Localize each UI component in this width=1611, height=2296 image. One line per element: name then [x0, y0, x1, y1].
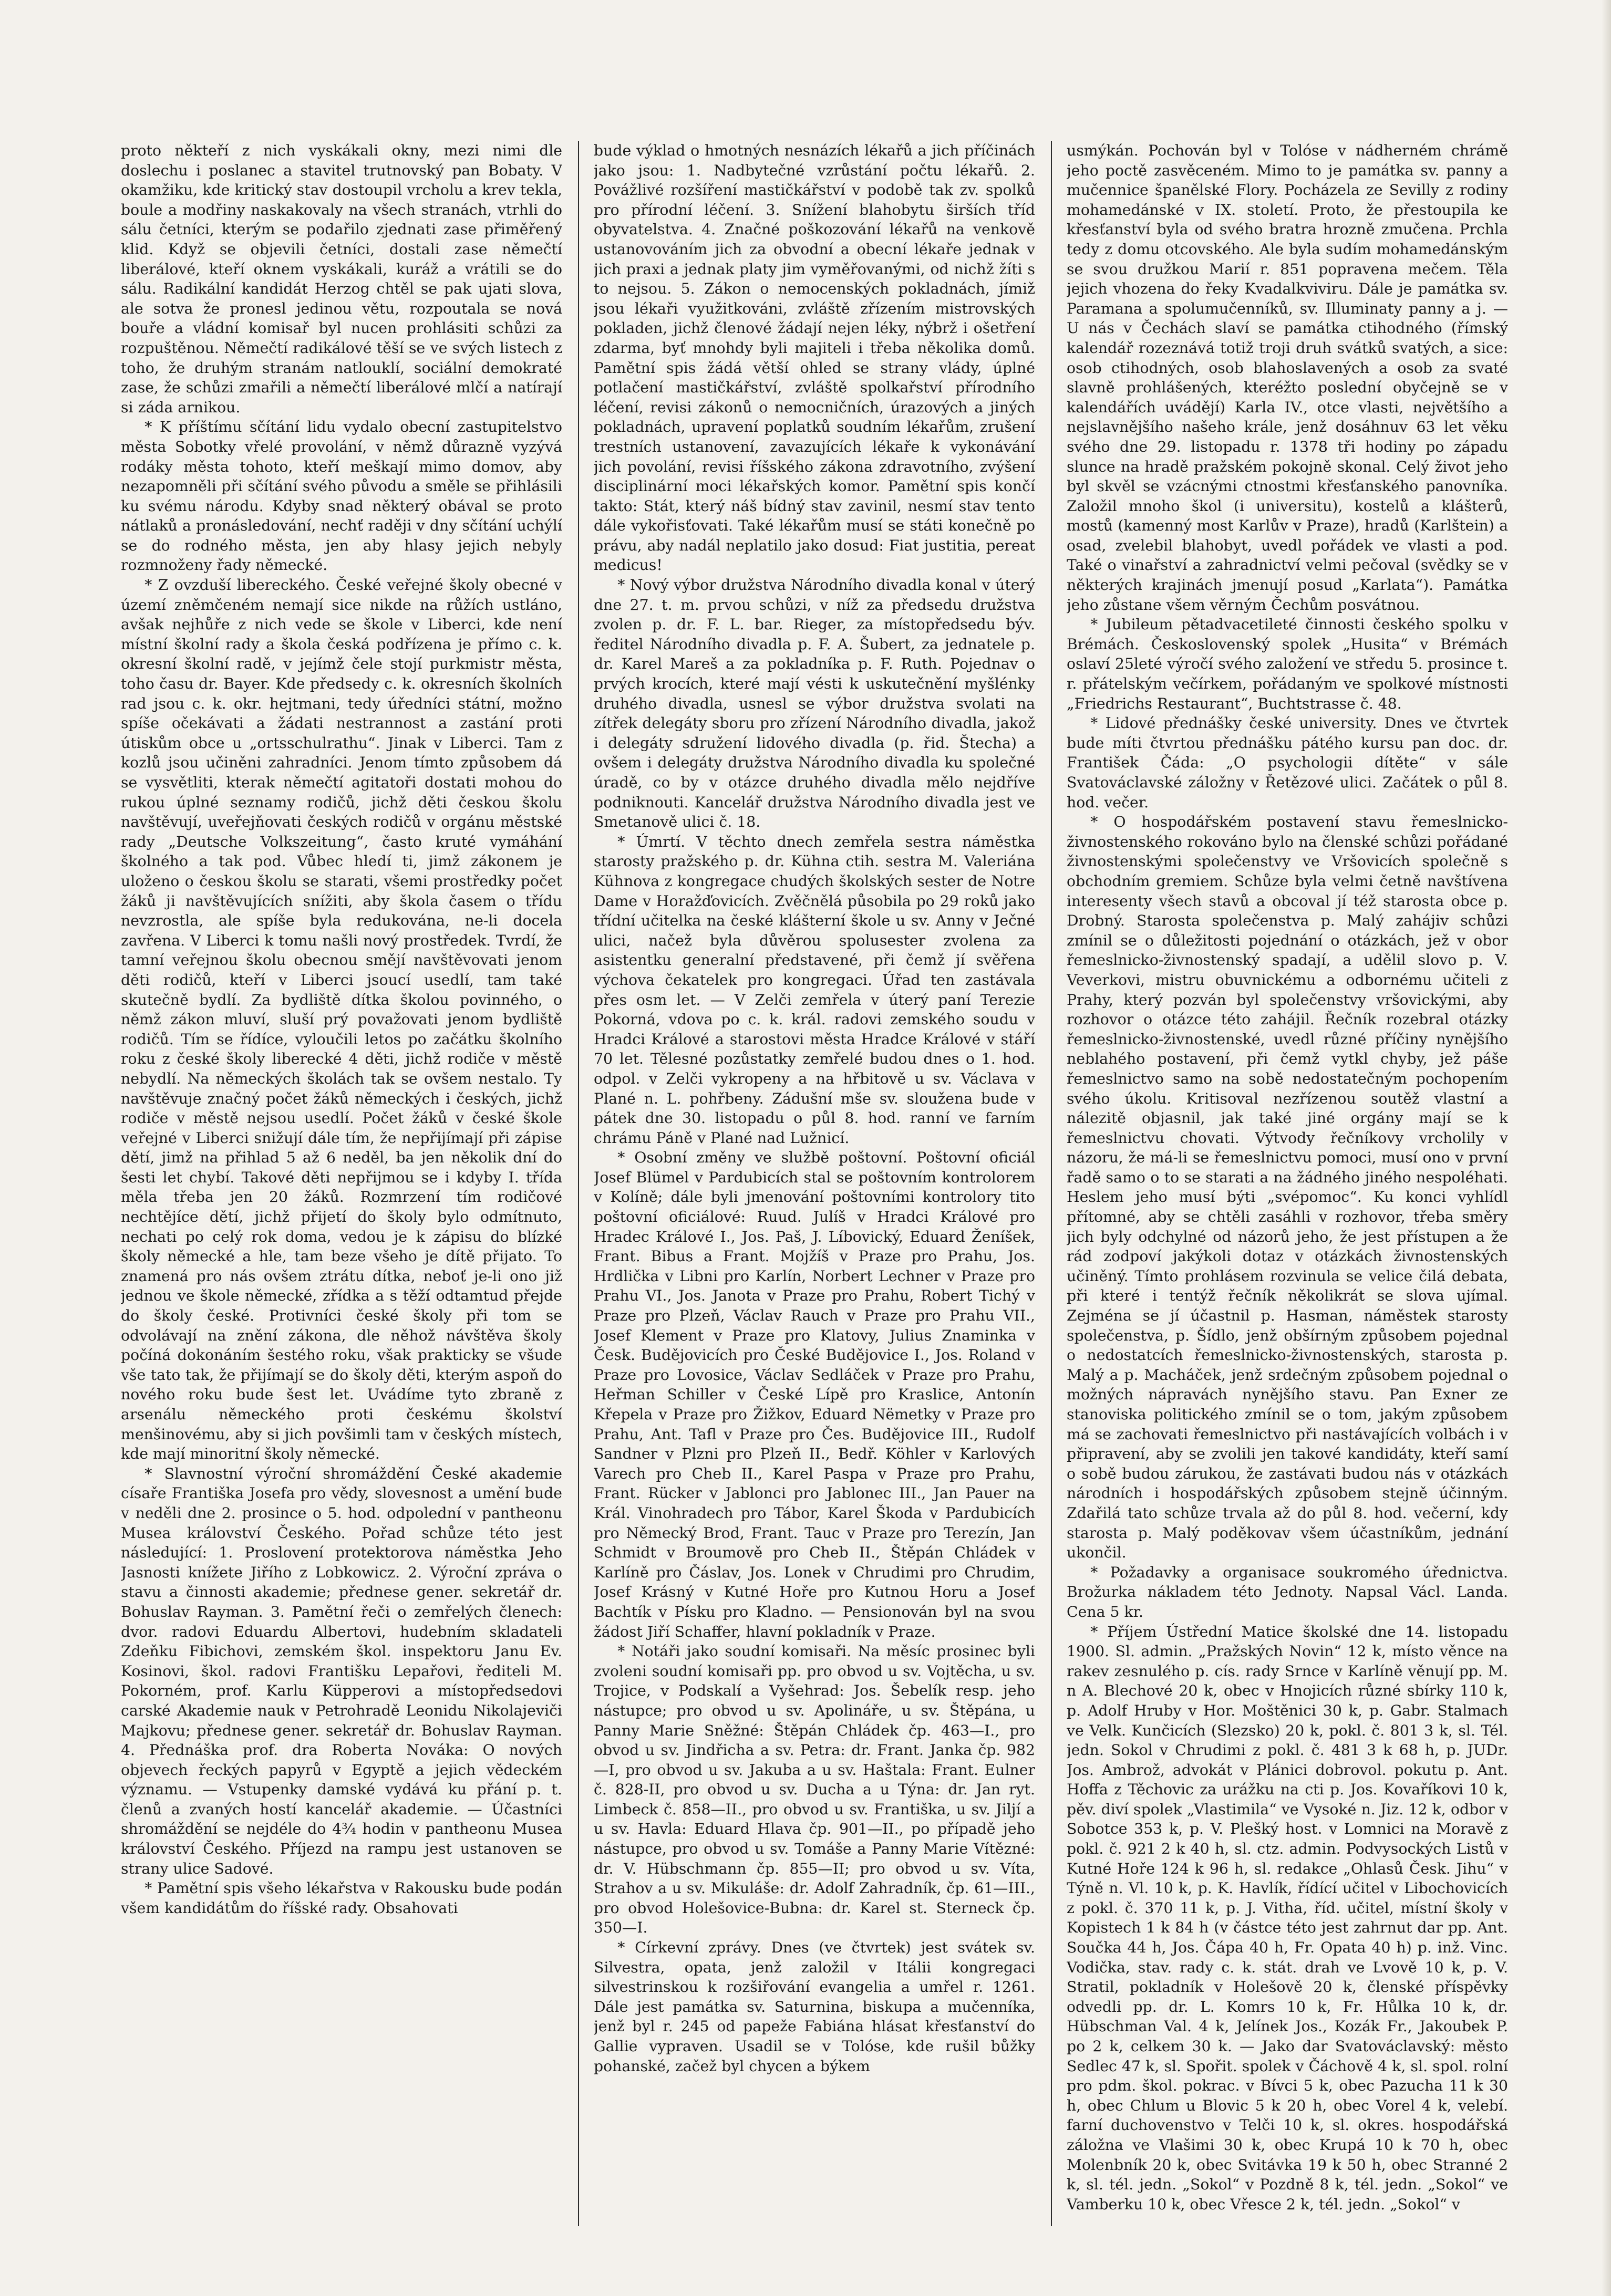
article-paragraph: bude výklad o hmotných nesnázích lékařů a jich příčinách jako jsou: 1. Nadbytečné vzrůstání počtu lékařů. 2. Povážlivé rozšíření mastičkářství v podobě tak zv. spolků pro přírodní léčení. 3. Snížení blahobytu širších tříd obyvatelstva. 4. Značné poškozování lékařů na venkově ustanovováním jich za obvodní a obecní lékaře jednak v jich praxi a jednak platy jim vyměřovanými, od nichž žíti s to nejsou. 5. Zákon o nemocenských pokladnách, jímiž jsou lékaři využitkováni, zvláště zřízením mistrovských pokladen, jichž členové žádají nejen léky, nýbrž i ošetření zdarma, byť mnohdy byli majiteli i třeba několika domů. Pamětní spis žádá větší ohled se strany vlády, úplné potlačení mastičkářství, zvláště spolkařství přírodního léčení, revisi zákonů o nemocničních, úrazových a jiných pokladnách, upravení poplatků soudním lékařům, zrušení trestních ustanovení, zavazujících lékaře k vykonávání jich povolání, revisi říšského zákona zdravotního, zvýšení disciplinární moci lékařských komor. Pamětní spis končí takto: Stát, který náš bídný stav zavinil, nesmí stav tento dále vykořisťovati. Také lékařům musí se státi konečně po právu, aby nadál neplatilo jako dosud: Fiat justitia, pereat medicus! — [594, 142, 1035, 574]
article-paragraph: * Notáři jako soudní komisaři. Na měsíc prosinec byli zvoleni soudní komisaři pp. pro obvod u sv. Vojtěcha, u sv. Trojice, v Podskalí a Vyšehrad: Jos. Šebelík resp. jeho nástupce; pro obvod u sv. Apolináře, u sv. Štěpána, u Panny Marie Sněžné: Štěpán Chládek čp. 463—I., pro obvod u sv. Jindřicha a sv. Petra: dr. Frant. Janka čp. 982—I, pro obvod u sv. Jakuba a u sv. Haštala: Frant. Eulner č. 828-II, pro obvod u sv. Ducha a u Týna: dr. Jan ryt. Limbeck č. 858—II., pro obvod u sv. Františka, u sv. Jiljí a u sv. Havla: Eduard Hlava čp. 901—II., po případě jeho nástupce, pro obvod u sv. Tomáše a Panny Marie Vítězné: dr. V. Hübschmann čp. 855—II; pro obvod u sv. Víta, Strahov a u sv. Mikuláše: dr. Adolf Zahradník, čp. 61—III., pro obvod Holešovice-Bubna: dr. Karel st. Sterneck čp. 350—I. — [594, 1643, 1035, 1937]
article-paragraph: * Požadavky a organisace soukromého úřednictva. Brožurka nákladem této Jednoty. Napsal Václ. Landa. Cena 5 kr. — [1067, 1563, 1508, 1620]
article-paragraph: * K příštímu sčítání lidu vydalo obecní zastupitelstvo města Sobotky vřelé provolání, v němž důrazně vyzývá rodáky města tohoto, kteří meškají mimo domov, aby nezapomněli při sčítání svého původu a směle se přihlásili ku svému národu. Kdyby snad některý obával se proto nátlaků a pronásledování, nechť raději v dny sčítání uchýlí se do rodného města, jen aby hlasy jejich nebyly rozmnoženy řady německé. — [121, 418, 562, 574]
article-paragraph: * Jubileum pětadvacetileté činnosti českého spolku v Brémách. Československý spolek „Husita“ v Brémách oslaví 25leté výročí svého založení ve středu 5. prosince t. r. přátelským večírkem, pořádaným ve spolkové místnosti „Friedrichs Restaurant“, Buchtstrasse č. 48. — [1067, 616, 1508, 712]
column-rule — [1051, 141, 1052, 2226]
article-paragraph: usmýkán. Pochován byl v Tolóse v nádherném chrámě jeho poctě zasvěceném. Mimo to je památka sv. panny a mučennice španělské Flory. Pocházela ze Sevilly z rodiny mohamedánské v IX. století. Proto, že přestoupila ke křesťanství byla od svého bratra hrozně zmučena. Prchla tedy z domu otcovského. Ale byla sudím mohamedánským se svou družkou Marií r. 851 popravena mečem. Těla jejich vhozena do řeky Kvadalkviviru. Dále je památka sv. Paramana a spolumučenníků, sv. Illuminaty panny a j. — U nás v Čechách slaví se památka ctihodného (římský kalendář rozeznává totiž troji druh svátků svatých, a sice: osob ctihodných, osob blahoslavených a osob za svaté slavně prohlášených, kteréžto poslední obyčejně se v kalendářích uvádějí) Karla IV., otce vlasti, největšího a nejslavnějšího našeho krále, jenž dosáhnuv 63 let věku svého dne 29. listopadu r. 1378 tři hodiny po západu slunce na hradě pražském pokojně skonal. Celý život jeho byl skvěl se vzácnými ctnostmi křesťanského panovníka. Založil mnoho škol (i universitu), kostelů a klášterů, mostů (kamenný most Karlův v Praze), hradů (Karlštein) a osad, zvelebil blahobyt, uvedl pořádek ve vlasti a pod. Také o vinařství a zahradnictví velmi pečoval (svědky se v některých krajinách jmenují posud „Karlata“). Památka jeho zůstane všem věrným Čechům posvátnou. — [1067, 142, 1508, 614]
article-paragraph: * Příjem Ústřední Matice školské dne 14. listopadu 1900. Sl. admin. „Pražských Novin“ 12 k, místo věnce na rakev zesnulého p. cís. rady Srnce v Karlíně věnují pp. M. n A. Blechové 20 k, obec v Hnojicích různé sbírky 110 k, p. Adolf Hruby v Hor. Moštěnici 30 k, p. Gabr. Stalmach ve Velk. Kunčicích (Slezsko) 20 k, pokl. č. 801 3 k, sl. Tél. jedn. Sokol v Chrudimi z pokl. č. 481 3 k 68 h, p. JUDr. Jos. Ambrož, advokát v Plánici dobrovol. pokutu p. Ant. Hoffa z Těchovic za urážku na cti p. Jos. Kovaříkovi 10 k, pěv. diví spolek „Vlastimila“ ve Vysoké n. Jiz. 12 k, odbor v Sobotce 353 k, p. V. Plešký host. v Lomnici na Moravě z pokl. č. 921 2 k 40 h, sl. ctz. admin. Podvysockých Listů v Kutné Hoře 124 k 96 h, sl. redakce „Ohlasů Česk. Jihu“ v Týně n. Vl. 10 k, p. K. Havlík, řídící učitel v Libochovicích z pokl. č. 370 11 k, p. J. Vitha, říd. učitel, místní školy v Kopistech 1 k 84 h (v částce této jest zahrnut dar pp. Ant. Součka 44 h, Jos. Čápa 40 h, Fr. Opata 40 h) p. inž. Vinc. Vodička, stav. rady c. k. stát. drah ve Lvově 10 k, p. V. Stratil, pokladník v Holešově 20 k, členské příspěvky odvedli pp. dr. L. Komrs 10 k, Fr. Hůlka 10 k, dr. Hübschman Val. 4 k, Jelínek Jos., Kozák Fr., Jakoubek P. po 2 k, celkem 30 k. — Jako dar Svatováclavský: město Sedlec 47 k, sl. Spořit. spolek v Čáchově 4 k, sl. spol. rolní pro pdm. škol. pokrac. v Bívci 5 k, obec Pazucha 11 k 30 h, obec Chlum u Blovic 5 k 20 h, obec Vorel 4 k, velebí. farní duchovenstvo v Telči 10 k, sl. okres. hospodářská záložna ve Vlašimi 30 k, obec Krupá 10 k 70 h, obec Molenbník 20 k, obec Svitávka 19 k 50 h, obec Stranné 2 k, sl. tél. jedn. „Sokol“ v Pozdně 8 k, tél. jedn. „Sokol“ ve Vamberku 10 k, obec Vřesce 2 k, tél. jedn. „Sokol“ v — [1067, 1623, 1508, 2213]
article-paragraph: * Slavnostní výroční shromáždění České akademie císaře Františka Josefa pro vědy, slovesnost a umění bude v neděli dne 2. prosince o 5. hod. odpolední v pantheonu Musea království Českého. Pořad schůze této jest následující: 1. Proslovení protektorova náměstka Jeho Jasnosti knížete Jiřího z Lobkowicz. 2. Výroční zpráva o stavu a činnosti akademie; přednese gener. sekretář dr. Bohuslav Rayman. 3. Pamětní řeči o zemřelých členech: dvor. radovi Eduardu Albertovi, hudebním skladateli Zdeňku Fibichovi, zemském škol. inspektoru Janu Ev. Kosinovi, škol. radovi Františku Lepařovi, řediteli M. Pokorném, prof. Karlu Küpperovi a místopředsedovi carské Akademie nauk v Petrohradě Leonidu Nikolajeviči Majkovu; přednese gener. sekretář dr. Bohuslav Rayman. 4. Přednáška prof. dra Roberta Nováka: O nových objevech řeckých papyrů v Egyptě a jejich vědeckém významu. — Vstupenky damské vydává ku přání p. t. členů a zvaných hostí kancelář akademie. — Účastníci shromáždění se nejdéle do 4¾ hodin v pantheonu Musea království Českého. Příjezd na rampu jest ustanoven se strany ulice Sadové. — [121, 1464, 562, 1877]
page-edge-shadow — [1602, 0, 1611, 2296]
article-paragraph: * O hospodářském postavení stavu řemeslnicko-živnostenského rokováno bylo na členské schůzi pořádané živnostenskými společenstvy ve Vršovicích společně s obchodním gremiem. Schůze byla velmi četně navštívena interesenty všech stavů a obcoval jí též starosta obce p. Drobný. Starosta společenstva p. Malý zahájiv schůzi zmínil se o důležitosti pojednání o otázkách, jež v obor řemeslnicko-živnostenský spadají, a udělil slovo p. V. Veverkovi, mistru obuvnickému a odbornému učiteli z Prahy, který pozván byl společenstvy vršovickými, aby rozhovor o otázce této zahájil. Řečník rozebral otázky řemeslnicko-živnostenské, uvedl různé příčiny nynějšího neblahého postavení, při čemž vytkl chyby, jež páše řemeslnictvo samo na sobě nedostatečným pochopením svého úkolu. Kritisoval nezřízenou soutěž vlastní a nálezitě objasnil, jak také jiné orgány mají se k řemeslnictvu chovati. Výtvody řečníkovy vrcholily v názoru, že má-li se řemeslnictvu pomoci, musí ono v první řadě samo o to se starati a na žádného jiného nespoléhati. Heslem jeho musí býti „svépomoc“. Ku konci vyhlídl přítomné, aby se chtěli zasáhli v rozhovor, třeba směry jich byly odchylné od názorů jeho, že jest přístupen a že rád zodpoví jakýkoli dotaz v otázkách živnostenských učiněný. Tímto prohlásem rozvinula se velice čilá debata, při které i tentýž řečník několikrát se slova ujímal. Zejména se jí účastnil p. Hasman, náměstek starosty společenstva, p. Šídlo, jenž obšírným způsobem pojednal o nedostatcích řemeslnicko-živnostenských, starosta p. Malý a p. Macháček, jenž srdečným způsobem pojednal o možných nápravách nynějšího stavu. Pan Exner ze stanoviska politického zmínil se o tom, jakým způsobem má se zachovati řemeslnictvo při nastávajících volbách i v připravení, aby se zvolili jen takové kandidáty, kteří samí o sobě budou zárukou, že zastávati budou nás v otázkách národních i hospodářských způsobem stejně účinným. Zdařilá tato schůze trvala až do půl 8. hod. večerní, kdy starosta p. Malý poděkovav všem účastníkům, jednání ukončil. — [1067, 813, 1508, 1562]
text-column-3 — [1067, 141, 1508, 2231]
article-paragraph: * Lidové přednášky české university. Dnes ve čtvrtek bude míti čtvrtou přednášku pátého kursu pan doc. dr. František Čáda: „O psychologii dítěte“ v sále Svatováclavské záložny v Řetězové ulici. Začátek o půl 8. hod. večer. — [1067, 714, 1508, 811]
article-paragraph: * Pamětní spis všeho lékařstva v Rakousku bude podán všem kandidátům do říšské rady. Obsahovati — [121, 1879, 562, 1917]
text-column-2 — [594, 141, 1035, 2231]
article-paragraph: * Úmrtí. V těchto dnech zemřela sestra náměstka starosty pražského p. dr. Kühna ctih. sestra M. Valeriána Kühnova z kongregace chudých školských sester de Notre Dame v Horažďovicích. Zvěčnělá působila po 29 roků jako třídní učitelka na české klášterní škole u sv. Anny v Ječné ulici, načež byla důvěrou spolusester zvolena za asistentku generalní představené, při čemž jí svěřena výchova čekatelek pro kongregaci. Úřad ten zastávala přes osm let. — V Zelči zemřela v úterý paní Terezie Pokorná, vdova po c. k. král. radovi zemského soudu v Hradci Králové a starostovi města Hradce Králové v stáří 70 let. Tělesné pozůstatky zemřelé budou dnes o 1. hod. odpol. v Zelči vykropeny a na hřbitově u sv. Václava v Plané n. L. pohřbeny. Zádušní mše sv. sloužena bude v pátek dne 30. listopadu o půl 8. hod. ranní ve farním chrámu Páně v Plané nad Lužnicí. — [594, 833, 1035, 1147]
column-rule — [578, 141, 579, 2226]
article-paragraph: * Nový výbor družstva Národního divadla konal v úterý dne 27. t. m. prvou schůzi, v níž za předsedu družstva zvolen p. dr. F. L. bar. Rieger, za místopředsedu býv. ředitel Národního divadla p. F. A. Šubert, za jednatele p. dr. Karel Mareš a za pokladníka p. F. Ruth. Pojednav o prvých krocích, které mají vésti k uskutečnění myšlénky druhého divadla, usnesl se výbor družstva svolati na zítřek delegáty sboru pro zřízení Národního divadla, jakož i delegáty sdružení lidového divadla (p. řid. Štecha) a ovšem i delegáty družstva Národního divadla ku společné úradě, co by v otázce druhého divadla mělo nejdříve podniknouti. Kancelář družstva Národního divadla jest ve Smetanově ulici č. 18. — [594, 576, 1035, 831]
newspaper-page — [121, 141, 1508, 2231]
article-paragraph: * Církevní zprávy. Dnes (ve čtvrtek) jest svátek sv. Silvestra, opata, jenž založil v Itálii kongregaci silvestrinskou k rozšiřování evangelia a umřel r. 1261. Dále jest památka sv. Saturnina, biskupa a mučenníka, jenž byl r. 245 od papeže Fabiána hlásat křesťanství do Gallie vypraven. Usadil se v Tolóse, kde rušil bůžky pohanské, začež byl chycen a býkem — [594, 1939, 1035, 2075]
article-paragraph: proto někteří z nich vyskákali okny, mezi nimi dle doslechu i poslanec a stavitel trutnovský pan Bobaty. V okamžiku, kde kritický stav dostoupil vrcholu a krev tekla, boule a modřiny naskakovaly na všech stranách, vtrhli do sálu četníci, kterým se podařilo zjednati zase přiměřený klid. Když se objevili četníci, dostali zase němečtí liberálové, kteří oknem vyskákali, kuráž a vrátili se do sálu. Radikální kandidát Herzog chtěl se pak ujati slova, ale sotva že pronesl jedinou větu, rozpoutala se nová bouře a vládní komisař byl nucen prohlásiti schůzi za rozpuštěnou. Němečtí radikálové těší se ve svých listech z toho, že druhým stranám natlouklí, sociální demokraté zase, že schůzi zmařili a němečtí liberálové mlčí a natírají si záda arnikou. — [121, 142, 562, 416]
article-paragraph: * Osobní změny ve službě poštovní. Poštovní oficiál Josef Blümel v Pardubicích stal se poštovním kontrolorem v Kolíně; dále byli jmenování poštovními kontrolory tito poštovní oficiálové: Ruud. Julíš v Hradci Králové pro Hradec Králové I., Jos. Paš, J. Líbovický, Eduard Ženíšek, Frant. Bibus a Frant. Mojžíš v Praze pro Prahu, Jos. Hrdlička v Libni pro Karlín, Norbert Lechner v Praze pro Prahu VI., Jos. Janota v Praze pro Prahu, Robert Tichý v Praze pro Plzeň, Václav Rauch v Praze pro Prahu VII., Josef Klement v Praze pro Klatovy, Julius Znaminka v Česk. Budějovicích pro České Budějovice I., Jos. Roland v Praze pro Lovosice, Václav Sedláček v Praze pro Prahu, Heřman Schiller v České Lípě pro Kraslice, Antonín Křepela v Praze pro Žižkov, Eduard Nëmetky v Praze pro Prahu, Ant. Tafl v Praze pro Čes. Budějovice III., Rudolf Sandner v Plzni pro Plzeň II., Bedř. Köhler v Karlových Varech pro Cheb II., Karel Paspa v Praze pro Prahu, Frant. Rücker v Jablonci pro Jablonec III., Jan Pauer na Král. Vinohradech pro Tábor, Karel Škoda v Pardubicích pro Německý Brod, Frant. Tauc v Praze pro Terezín, Jan Schmidt v Broumově pro Cheb II., Štěpán Chládek v Karlíně pro Čáslav, Jos. Lonek v Chrudimi pro Chrudim, Josef Krásný v Kutné Hoře pro Kutnou Horu a Josef Bachtík v Písku pro Kladno. — Pensionován byl na svou žádost Jiří Schaffer, hlavní pokladník v Praze. — [594, 1149, 1035, 1640]
text-column-1 — [121, 141, 562, 2231]
article-paragraph: * Z ovzduší libereckého. České veřejné školy obecné v území zněmčeném nemají sice nikde na růžích ustláno, avšak nejhůře z nich vede se škole v Liberci, kde není místní školní rady a škola česká podřízena je přímo c. k. okresní školní radě, v jejímž čele stojí purkmistr města, toho času dr. Bayer. Kde předsedy c. k. okresních školních rad jsou c. k. okr. hejtmani, tedy úředníci státní, možno spíše očekávati a žádati nestrannost a zastání proti útiskům obce u „ortsschulrathu“. Jinak v Liberci. Tam z kozlů jsou učiněni zahradníci. Jenom tímto způsobem dá se vysvětliti, kterak němečtí agitatoři dostati mohou do rukou úplné seznamy rodičů, jichž děti českou školu navštěvují, uveřejňovati českých rodičů v orgánu městské rady „Deutsche Volkszeitung“, často kruté vymáhání školného a tak pod. Vůbec hledí ti, jimž zákonem je uloženo o českou školu se starati, všemi prostředky počet žáků ji navštěvujících snížiti, aby škola časem o třídu nevzrostla, ale spíše byla redukována, ne-li docela zavřena. V Liberci k tomu našli nový prostředek. Tvrdí, že tamní veřejnou školu obecnou smějí navštěvovati jenom děti rodičů, kteří v Liberci jsoucí usedlí, tam také skutečně bydlí. Za bydliště dítka školou povinného, o němž zákon mluví, sluší prý považovati jenom bydliště rodičů. Tím se řídíce, vyloučili letos po začátku školního roku z české školy liberecké 4 děti, jichž rodiče v městě nebydlí. Na německých školách tak se ovšem nestalo. Ty navštěvuje značný počet žáků německých i českých, jichž rodiče v městě nejsou usedlí. Počet žáků v české škole veřejné v Liberci snižují dále tím, že nepřijímají při zápise dětí, jimž na přihlad 5 až 6 neděl, ba jen několik dní do šesti let chybí. Takové děti nepřijmou se i kdyby I. třída měla třeba jen 20 žáků. Rozmrzení tím rodičové nechtějíce dětí, jichž přijetí do školy bylo odmítnuto, nechati po celý rok doma, vedou je k zápisu do blízké školy německé a hle, tam beze všeho je dítě přijato. To znamená pro nás ovšem ztrátu dítka, neboť je-li ono již jednou ve škole německé, zřídka a s těží odtamtud přejde do školy české. Protivníci české školy při tom se odvolávají na znění zákona, dle něhož návštěva školy počíná dokonáním šestého roku, však prakticky se všude vše tato tak, že přijímají se do školy děti, kterým aspoň do nového roku bude šest let. Uvádíme tyto zbraně z arsenálu německého proti českému školství menšinovému, aby si jich povšimli tam v českých místech, kde mají minoritní školy německé. — [121, 576, 562, 1463]
